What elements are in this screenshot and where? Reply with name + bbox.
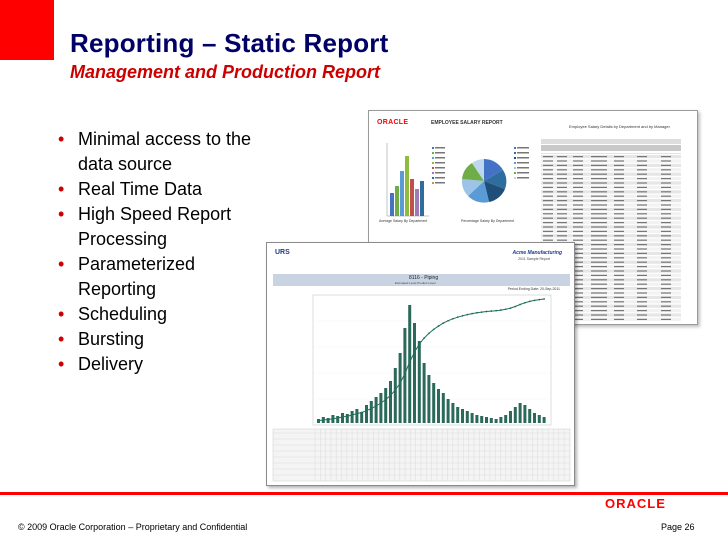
chart-bar bbox=[509, 411, 512, 423]
bullet-dot-icon: • bbox=[58, 329, 65, 349]
chart-bar bbox=[466, 411, 469, 423]
report2-band-title: 8116 - Piping bbox=[409, 275, 439, 281]
report2-chart bbox=[267, 243, 575, 486]
report1-pie bbox=[462, 159, 506, 203]
chart-point bbox=[332, 418, 334, 420]
report1-bars bbox=[390, 156, 424, 216]
chart-bar bbox=[355, 409, 358, 423]
chart-bar bbox=[389, 381, 392, 423]
chart-point bbox=[366, 410, 368, 412]
bullet-dot-icon: • bbox=[58, 354, 65, 374]
bullet-dot-icon: • bbox=[58, 254, 65, 274]
chart-point bbox=[538, 299, 540, 301]
chart-point bbox=[399, 382, 401, 384]
chart-bar bbox=[451, 403, 454, 423]
chart-point bbox=[529, 300, 531, 302]
report2-company-sub: 2011 Sample Report bbox=[518, 257, 550, 261]
report1-title: EMPLOYEE SALARY REPORT bbox=[431, 120, 503, 126]
chart-bar bbox=[471, 413, 474, 423]
chart-point bbox=[337, 417, 339, 419]
bullet-item: • Delivery bbox=[58, 352, 273, 377]
report2-logo: URS bbox=[275, 249, 290, 256]
chart-bar bbox=[475, 415, 478, 423]
chart-point bbox=[433, 329, 435, 331]
copyright-text: © 2009 Oracle Corporation – Proprietary and Confidential bbox=[18, 522, 248, 532]
report1-bar-caption: Average Salary By Department bbox=[379, 219, 428, 223]
bullet-list bbox=[58, 127, 273, 377]
chart-point bbox=[543, 298, 545, 300]
bullet-item: • Parameterized Reporting bbox=[58, 254, 196, 299]
chart-bar bbox=[370, 401, 373, 423]
chart-point bbox=[514, 306, 516, 308]
bullet-dot-icon: • bbox=[58, 304, 65, 324]
chart-bar bbox=[456, 407, 459, 423]
chart-point bbox=[318, 420, 320, 422]
chart-bar bbox=[413, 323, 416, 423]
bullet-item: • Bursting bbox=[58, 327, 273, 352]
footer-rule bbox=[0, 492, 728, 495]
report2-band-sub: Estimated Level Product Level bbox=[395, 281, 436, 285]
chart-bar bbox=[360, 412, 363, 423]
chart-point bbox=[342, 416, 344, 418]
chart-point bbox=[423, 337, 425, 339]
chart-point bbox=[380, 402, 382, 404]
chart-point bbox=[519, 304, 521, 306]
chart-bar bbox=[432, 383, 435, 423]
report2-period: Period Ending Date: 20-Sep-2011 bbox=[507, 287, 560, 291]
bullet-item: • Real Time Data bbox=[58, 177, 273, 202]
bullet-item: • High Speed Report Processing bbox=[58, 204, 232, 249]
oracle-logo: ORACLE bbox=[605, 496, 666, 511]
chart-bar bbox=[437, 389, 440, 423]
chart-point bbox=[452, 318, 454, 320]
chart-bar bbox=[504, 415, 507, 423]
chart-bar bbox=[418, 341, 421, 423]
page-title: Reporting – Static Report bbox=[70, 28, 389, 58]
chart-point bbox=[385, 399, 387, 401]
chart-point bbox=[346, 415, 348, 417]
chart-bar bbox=[442, 393, 445, 423]
chart-point bbox=[409, 361, 411, 363]
chart-point bbox=[390, 395, 392, 397]
production-report-image bbox=[266, 242, 575, 486]
chart-point bbox=[510, 307, 512, 309]
bullet-dot-icon: • bbox=[58, 179, 65, 199]
bullet-dot-icon: • bbox=[58, 129, 65, 149]
chart-point bbox=[418, 343, 420, 345]
report2-company: Acme Manufacturing bbox=[512, 250, 562, 256]
report1-right-title: Employee Salary Details by Department and by Manager bbox=[569, 124, 670, 129]
chart-bar bbox=[423, 363, 426, 423]
chart-bar bbox=[341, 413, 344, 423]
chart-bar bbox=[399, 353, 402, 423]
chart-bar bbox=[543, 417, 546, 423]
chart-point bbox=[495, 310, 497, 312]
chart-point bbox=[327, 419, 329, 421]
chart-point bbox=[447, 320, 449, 322]
chart-bar bbox=[485, 417, 488, 423]
chart-bar bbox=[394, 368, 397, 423]
chart-bar bbox=[365, 405, 368, 423]
chart-point bbox=[438, 325, 440, 327]
chart-point bbox=[428, 332, 430, 334]
bullet-item: • Minimal access to the data source bbox=[58, 129, 252, 174]
chart-point bbox=[351, 414, 353, 416]
chart-bar bbox=[538, 415, 541, 423]
chart-point bbox=[404, 373, 406, 375]
chart-bar bbox=[490, 418, 493, 423]
chart-point bbox=[462, 315, 464, 317]
chart-point bbox=[490, 310, 492, 312]
chart-point bbox=[471, 313, 473, 315]
chart-point bbox=[486, 311, 488, 313]
chart-bar bbox=[523, 405, 526, 423]
chart-bar bbox=[499, 417, 502, 423]
page-number: Page 26 bbox=[661, 522, 695, 532]
chart-bar bbox=[447, 399, 450, 423]
chart-point bbox=[481, 311, 483, 313]
report1-table bbox=[541, 139, 681, 153]
chart-point bbox=[375, 405, 377, 407]
chart-point bbox=[414, 351, 416, 353]
chart-bar bbox=[519, 403, 522, 423]
chart-point bbox=[442, 322, 444, 324]
chart-point bbox=[394, 389, 396, 391]
page-subtitle: Management and Production Report bbox=[70, 62, 381, 82]
chart-point bbox=[500, 309, 502, 311]
chart-bar bbox=[514, 407, 517, 423]
chart-bar bbox=[495, 419, 498, 423]
chart-bar bbox=[336, 416, 339, 423]
chart-bar bbox=[461, 409, 464, 423]
report1-pie-caption: Percentage Salary By Department bbox=[461, 219, 515, 223]
chart-bar bbox=[480, 416, 483, 423]
chart-bar bbox=[379, 393, 382, 423]
chart-point bbox=[505, 308, 507, 310]
report1-oracle-logo: ORACLE bbox=[377, 119, 409, 126]
chart-bar bbox=[533, 413, 536, 423]
chart-point bbox=[524, 302, 526, 304]
bullet-dot-icon: • bbox=[58, 204, 65, 224]
chart-point bbox=[370, 408, 372, 410]
chart-point bbox=[466, 314, 468, 316]
chart-point bbox=[534, 299, 536, 301]
chart-bar bbox=[375, 397, 378, 423]
chart-point bbox=[361, 412, 363, 414]
chart-bar bbox=[427, 375, 430, 423]
chart-bar bbox=[528, 409, 531, 423]
chart-point bbox=[322, 419, 324, 421]
chart-bar bbox=[384, 388, 387, 423]
chart-bar bbox=[351, 411, 354, 423]
bullet-item: • Scheduling bbox=[58, 302, 273, 327]
chart-point bbox=[457, 316, 459, 318]
title-accent-block bbox=[0, 0, 54, 60]
chart-point bbox=[356, 413, 358, 415]
chart-point bbox=[476, 312, 478, 314]
